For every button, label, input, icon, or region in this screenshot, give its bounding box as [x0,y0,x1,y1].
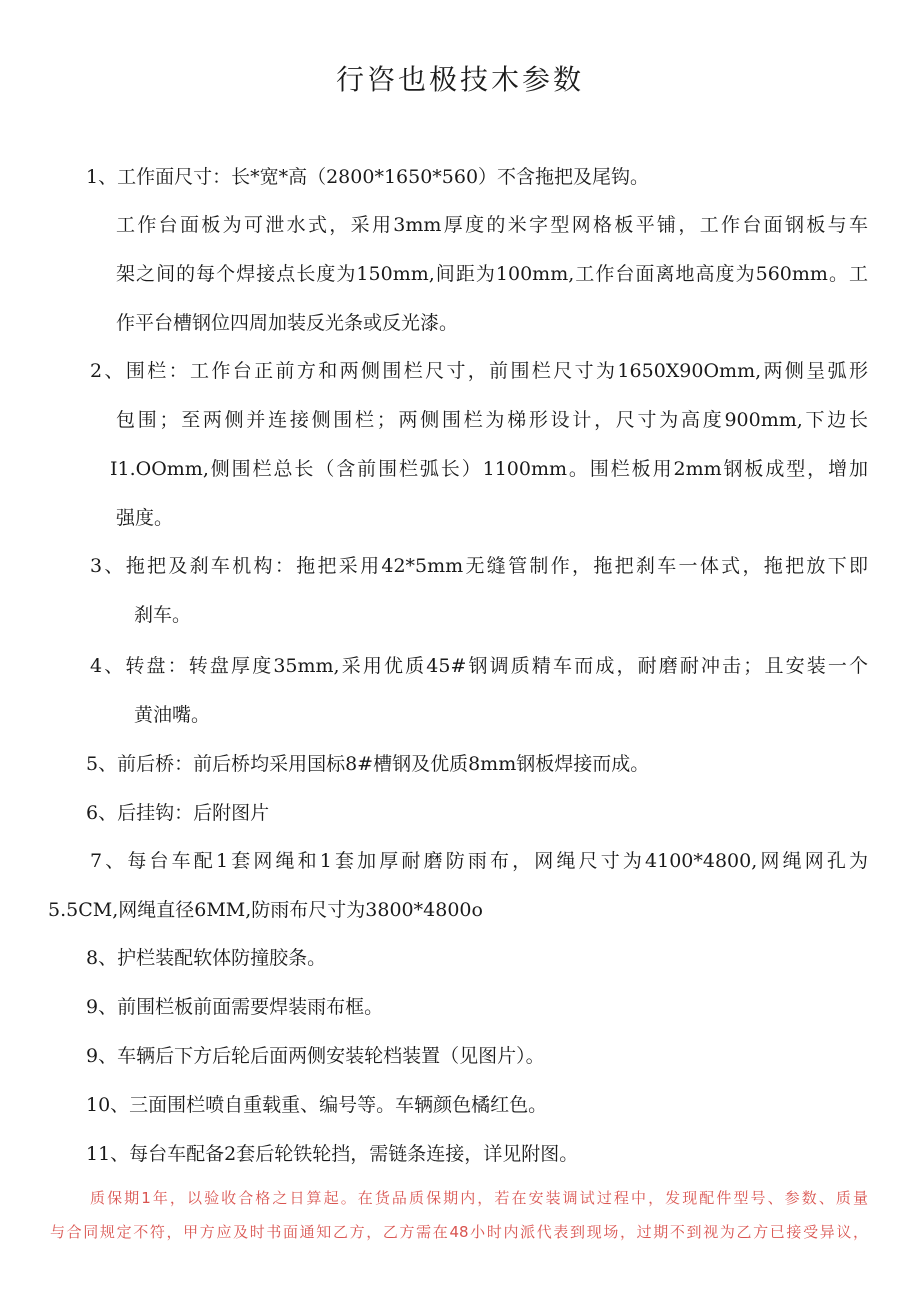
warranty-note-line-2: 与合同规定不符，甲方应及时书面通知乙方，乙方需在48小时内派代表到现场，过期不到视为乙方已接受异议， [50,1223,868,1241]
item-9b-line-1: 9、车辆后下方后轮后面两侧安装轮档装置（见图片）。 [86,1045,545,1067]
item-1-line-2: 工作台面板为可泄水式，采用3mm厚度的米字型网格板平铺，工作台面钢板与车 [116,214,868,236]
item-7-line-1: 7、每台车配1套网绳和1套加厚耐磨防雨布，网绳尺寸为4100*4800,网绳网孔为 [90,850,868,872]
item-2-line-2: 包围；至两侧并连接侧围栏；两侧围栏为梯形设计，尺寸为高度900mm,下边长 [116,409,868,431]
item-4-line-1: 4、转盘：转盘厚度35mm,采用优质45#钢调质精车而成，耐磨耐冲击；且安装一个 [90,655,868,677]
item-9a-line-1: 9、前围栏板前面需要焊装雨布框。 [86,996,384,1018]
item-8-line-1: 8、护栏装配软体防撞胶条。 [86,947,327,969]
item-1-line-3: 架之间的每个焊接点长度为150mm,间距为100mm,工作台面离地高度为560mm。工 [116,263,868,285]
item-1-line-1: 1、工作面尺寸：长*宽*高（2800*1650*560）不含拖把及尾钩。 [86,166,650,188]
item-11-line-1: 11、每台车配备2套后轮铁轮挡，需链条连接，详见附图。 [86,1143,579,1165]
document-title: 行咨也极技木参数 [335,63,584,96]
item-2-line-1: 2、围栏：工作台正前方和两侧围栏尺寸，前围栏尺寸为1650X90Omm,两侧呈弧形 [90,360,868,382]
warranty-note-line-1: 质保期1年，以验收合格之日算起。在货品质保期内，若在安装调试过程中，发现配件型号、参数、质量 [90,1189,868,1207]
item-4-line-2: 黄油嘴。 [134,704,211,726]
item-7-line-2: 5.5CM,网绳直径6MM,防雨布尺寸为3800*4800o [48,899,483,921]
item-1-line-4: 作平台槽钢位四周加装反光条或反光漆。 [116,312,459,334]
item-5-line-1: 5、前后桥：前后桥均采用国标8#槽钢及优质8mm钢板焊接而成。 [86,753,650,775]
item-2-line-3: I1.OOmm,侧围栏总长（含前围栏弧长）1100mm。围栏板用2mm钢板成型，增加 [110,458,868,480]
item-3-line-2: 刹车。 [134,604,192,626]
item-3-line-1: 3、拖把及刹车机构：拖把采用42*5mm无缝管制作，拖把刹车一体式，拖把放下即 [90,555,868,577]
item-2-line-4: 强度。 [116,507,174,529]
item-10-line-1: 10、三面围栏喷自重载重、编号等。车辆颜色橘红色。 [86,1094,548,1116]
item-6-line-1: 6、后挂钩：后附图片 [86,802,270,824]
